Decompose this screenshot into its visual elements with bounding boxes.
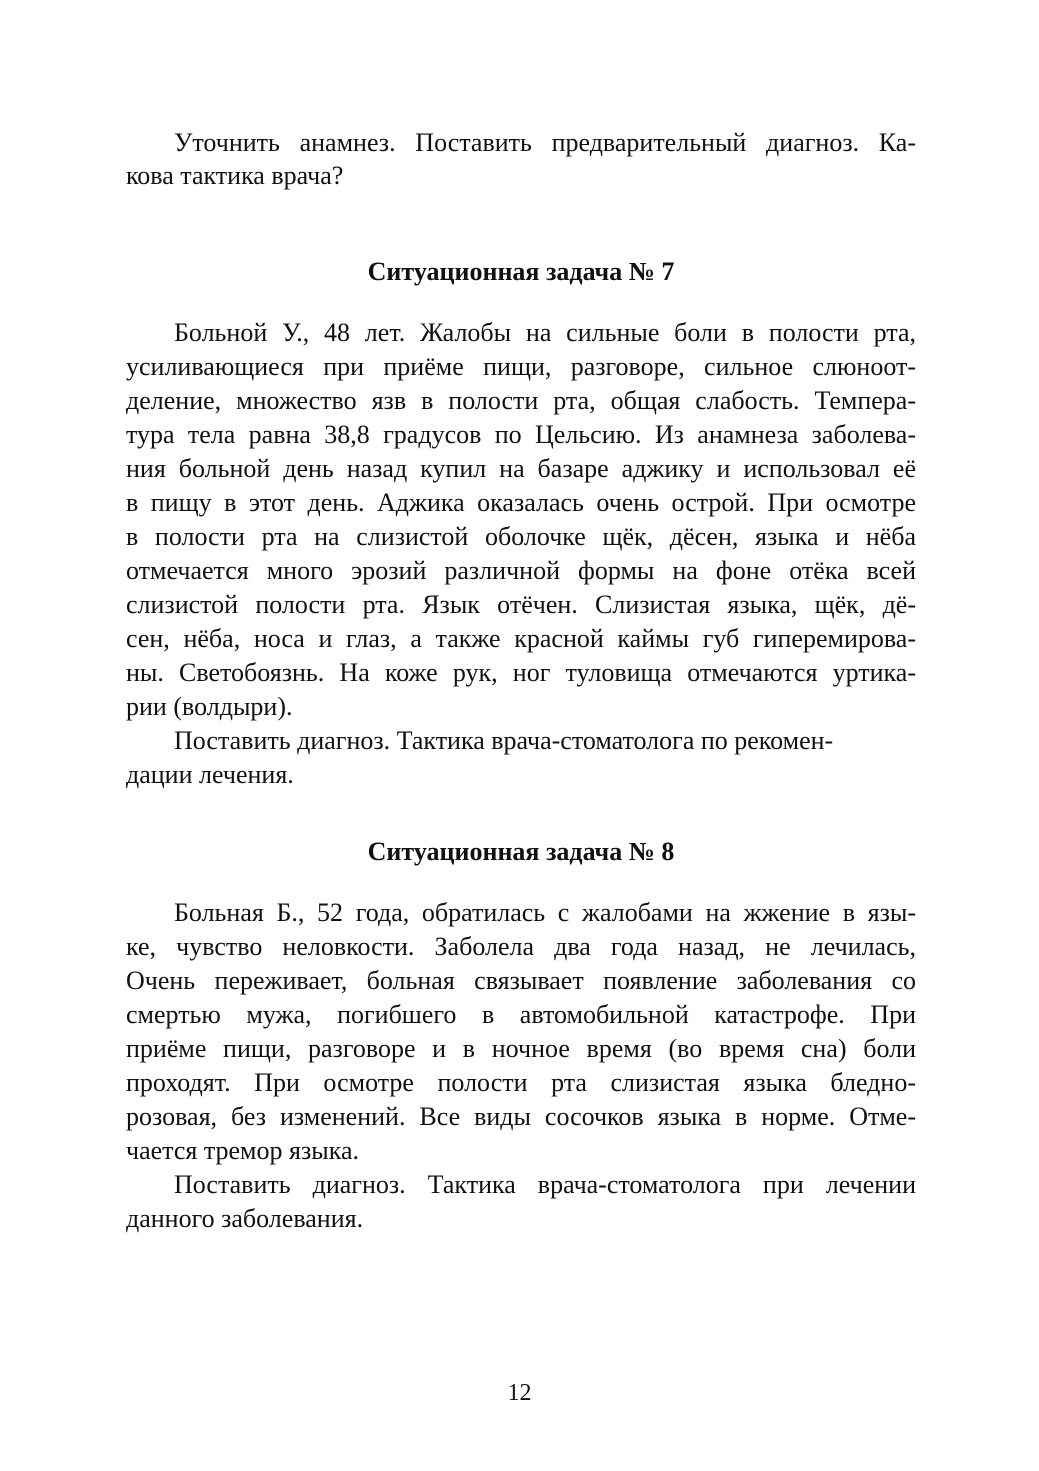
page-number: 12 [507, 1380, 532, 1406]
task-7-line: Больной У., 48 лет. Жалобы на сильные боли в полости рта, [174, 318, 916, 347]
intro-line: кова тактика врача? [126, 161, 344, 190]
task-7-line: дации лечения. [126, 760, 294, 789]
task-7-line: Поставить диагноз. Тактика врача-стоматолога по рекомен- [174, 726, 834, 755]
task-7-line: усиливающиеся при приёме пищи, разговоре, сильное слюноот- [126, 352, 916, 381]
task-8-heading: Ситуационная задача № 8 [367, 837, 675, 866]
task-7-line: ния больной день назад купил на базаре аджику и использовал её [126, 454, 916, 483]
task-7-line: в полости рта на слизистой оболочке щёк, дёсен, языка и нёба [126, 522, 916, 551]
task-8-line: проходят. При осмотре полости рта слизистая языка бледно- [126, 1068, 916, 1097]
task-7-line: сен, нёба, носа и глаз, а также красной каймы губ гиперемирова- [126, 624, 916, 653]
task-7-line: рии (волдыри). [126, 692, 293, 721]
task-7-heading: Ситуационная задача № 7 [367, 257, 675, 286]
task-8-line: Очень переживает, больная связывает появление заболевания со [126, 966, 916, 995]
task-7-line: в пищу в этот день. Аджика оказалась очень острой. При осмотре [126, 488, 916, 517]
task-8-line: приёме пищи, разговоре и в ночное время (во время сна) боли [126, 1034, 916, 1063]
task-7-line: тура тела равна 38,8 градусов по Цельсию. Из анамнеза заболева- [126, 420, 916, 449]
task-7-line: слизистой полости рта. Язык отёчен. Слизистая языка, щёк, дё- [126, 590, 916, 619]
task-7-line: деление, множество язв в полости рта, общая слабость. Темпера- [126, 386, 916, 415]
task-8-line: чается тремор языка. [126, 1136, 359, 1165]
intro-line: Уточнить анамнез. Поставить предварительный диагноз. Ка- [174, 128, 916, 157]
task-8-line: смертью мужа, погибшего в автомобильной катастрофе. При [126, 1000, 916, 1029]
task-8-line: Больная Б., 52 года, обратилась с жалобами на жжение в язы- [174, 898, 916, 927]
task-8-line: данного заболевания. [126, 1204, 364, 1233]
task-8-line: Поставить диагноз. Тактика врача-стоматолога при лечении [174, 1170, 916, 1199]
task-8-line: розовая, без изменений. Все виды сосочков языка в норме. Отме- [126, 1102, 916, 1131]
task-7-line: ны. Светобоязнь. На коже рук, ног туловища отмечаются уртика- [126, 658, 916, 687]
task-8-line: ке, чувство неловкости. Заболела два года назад, не лечилась, [126, 932, 916, 961]
task-7-line: отмечается много эрозий различной формы на фоне отёка всей [126, 556, 916, 585]
